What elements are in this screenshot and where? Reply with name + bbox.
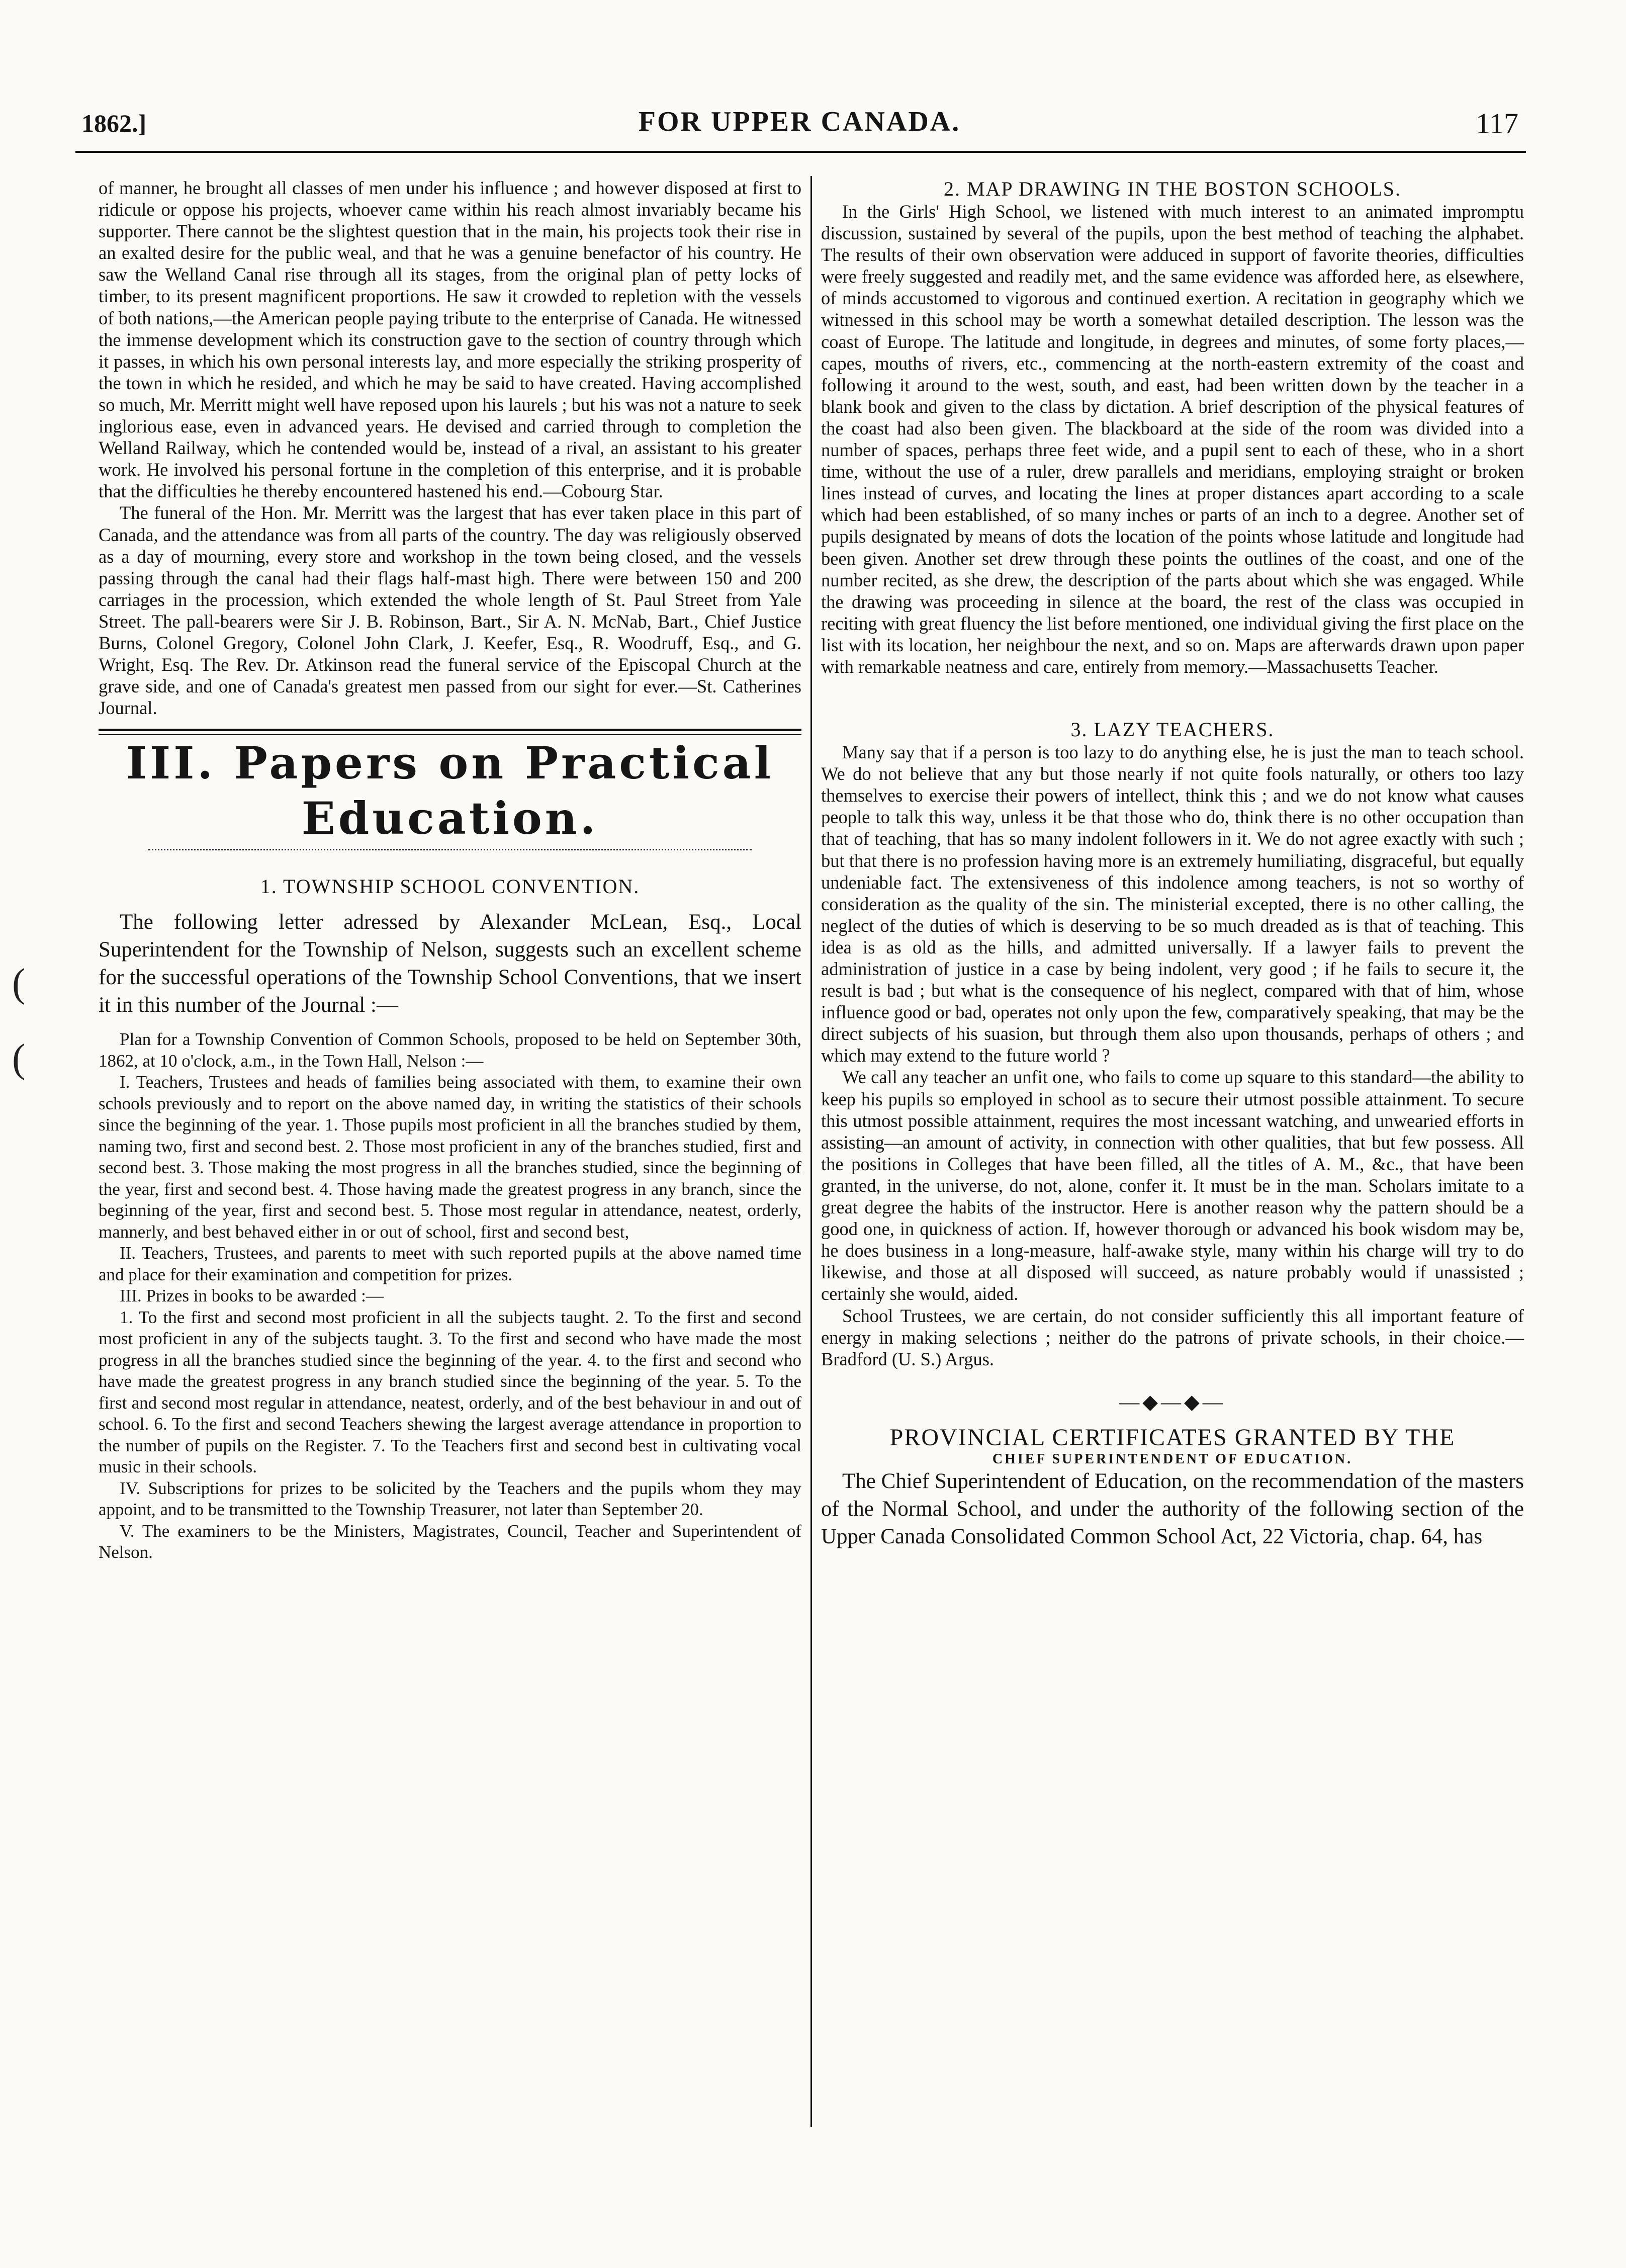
paragraph: III. Prizes in books to be awarded :— [120, 1286, 384, 1306]
article-title: 3. LAZY TEACHERS. [1070, 718, 1275, 741]
margin-bracket-mark: ( [12, 1036, 26, 1081]
left-column [99, 177, 801, 1563]
paragraph: School Trustees, we are certain, do not consider sufficiently this all important feature of energy in making selections ; neither do the patrons of private schools, in their choice.—Bradford (U. S.) Argus. [821, 1305, 1524, 1369]
article-title: 1. TOWNSHIP SCHOOL CONVENTION. [260, 875, 640, 898]
section-rule [99, 729, 801, 731]
running-header [75, 101, 1523, 156]
ornament-divider: —◆—◆— [1119, 1390, 1226, 1413]
header-rule [75, 151, 1526, 153]
paragraph: The Chief Superintendent of Education, on the recommendation of the masters of the Normal School, and under the authority of the following section of the Upper Canada Consolidated Common School Act, 22 Victoria, chap. 64, has [821, 1469, 1524, 1548]
header-year: 1862.] [81, 109, 147, 137]
article-intro: The following letter adressed by Alexander McLean, Esq., Local Superintendent for the Township of Nelson, suggests such an excellent scheme for the successful operations of the Township School Conventions, that we insert it in this number of the Journal :— [99, 910, 801, 1017]
paragraph: The funeral of the Hon. Mr. Merritt was the largest that has ever taken place in this part of Canada, and the attendance was from all parts of the country. The day was religiously observed as a day of mourning, every store and workshop in the town being closed, and the vessels passing through the canal had their flags half-mast high. There were between 150 and 200 carriages in the procession, which extended the whole length of St. Paul Street from Yale Street. The pall-bearers were Sir J. B. Robinson, Bart., Sir A. N. McNab, Bart., Chief Justice Burns, Colonel Gregory, Colonel John Clark, J. Keefer, Esq., R. Woodruff, Esq., and G. Wright, Esq. The Rev. Dr. Atkinson read the funeral service of the Episcopal Church at the grave side, and one of Canada's greatest men passed from our sight for ever.—St. Catherines Journal. [99, 502, 801, 719]
paragraph: II. Teachers, Trustees, and parents to meet with such reported pupils at the above named time and place for their examination and competition for prizes. [99, 1243, 801, 1284]
right-column [821, 177, 1524, 1550]
page-number: 117 [1476, 107, 1518, 140]
paragraph: We call any teacher an unfit one, who fails to come up square to this standard—the ability to keep his pupils so employed in school as to secure their utmost possible attainment. To secure this utmost possible attainment, requires the most incessant watching, and unwearied efforts in assisting—an amount of activity, in connection with other qualities, that but few possess. All the positions in Colleges that have been filled, all the titles of A. M., &c., that have been granted, in the universe, do not, alone, confer it. It must be in the man. Scholars imitate to a great degree the habits of the instructor. Here is another reason why the pattern should be a good one, in quickness of action. If, however thorough or advanced his book wisdom may be, he does business in a long-measure, half-awake style, many within his charge will try to do likewise, and those at all disposed will succeed, as nature probably would if unassisted ; certainly she would, aided. [821, 1067, 1524, 1304]
header-title: FOR UPPER CANADA. [638, 106, 961, 137]
paragraph: In the Girls' High School, we listened with much interest to an animated impromptu discussion, sustained by several of the pupils, upon the best method of teaching the alphabet. The results of their own observation were adduced in support of favorite theories, difficulties were freely suggested and readily met, and the same evidence was afforded here, as elsewhere, of minds accustomed to vigorous and continued exertion. A recitation in geography which we witnessed in this school may be worth a somewhat detailed description. The lesson was the coast of Europe. The latitude and longitude, in degrees and minutes, of some forty places,—capes, mouths of rivers, etc., commencing at the north-eastern extremity of the coast and following it around to the west, south, and east, had been written down by the teacher in a blank book and given to the class by dictation. A brief description of the physical features of the coast had also been given. The blackboard at the side of the room was divided into a number of spaces, perhaps three feet wide, and a pupil sent to each of these, who in a short time, without the use of a ruler, drew parallels and meridians, employing straight or broken lines instead of curves, and locating the lines at proper distances apart according to a scale which had been established, of so many inches or parts of an inch to a degree. Another set of pupils designated by means of dots the location of the points whose latitude and longitude had been given. Another set drew through these points the outlines of the coast, and one of the number recited, as she drew, the description of the parts about which she was engaged. While the drawing was proceeding in silence at the board, the rest of the class was occupied in reciting with great fluency the list before mentioned, one individual giving the first place on the list with its location, her neighbour the next, and so on. Maps are afterwards drawn upon paper with remarkable neatness and care, entirely from memory.—Massachusetts Teacher. [821, 201, 1524, 677]
article-title: PROVINCIAL CERTIFICATES GRANTED BY THE [889, 1424, 1456, 1451]
section-heading: III. Papers on Practical Education. [126, 737, 774, 845]
paragraph: of manner, he brought all classes of men under his influence ; and however disposed at first to ridicule or oppose his projects, whoever came within his reach almost invariably became his supporter. There cannot be the slightest question that in the main, his projects took their rise in an exalted desire for the public weal, and that he was a genuine benefactor of his country. He saw the Welland Canal rise through all its stages, from the original plan of petty locks of timber, to its present magnificent proportions. He saw it crowded to repletion with the vessels of both nations,—the American people paying tribute to the enterprise of Canada. He witnessed the immense development which its construction gave to the section of country through which it passes, in which his own personal interests lay, and more especially the striking prosperity of the town in which he resided, and which he may be said to have created. Having accomplished so much, Mr. Merritt might well have reposed upon his laurels ; but his was not a nature to seek inglorious ease, even in advanced years. He devised and carried through to completion the Welland Railway, which he contended would be, instead of a rival, an assistant to his greater work. He involved his personal fortune in the completion of this enterprise, and it is probable that the difficulties he thereby encountered hastened his end.—Cobourg Star. [99, 178, 801, 502]
paragraph: V. The examiners to be the Ministers, Magistrates, Council, Teacher and Superintendent of Nelson. [99, 1521, 801, 1562]
column-divider [810, 176, 812, 2127]
article-subtitle: CHIEF SUPERINTENDENT OF EDUCATION. [992, 1451, 1353, 1467]
decorative-rule [148, 849, 752, 854]
article-title: 2. MAP DRAWING IN THE BOSTON SCHOOLS. [943, 178, 1402, 200]
paragraph: Many say that if a person is too lazy to do anything else, he is just the man to teach school. We do not believe that any but those nearly if not quite fools naturally, or others too lazy themselves to exercise their powers of intellect, think this ; and we do not know what causes people to talk this way, unless it be that those who do, think there is no other occupation than that of teaching, that has so many indolent followers in it. We do not agree exactly with such ; but that there is no profession having more is an extremely humiliating, disgraceful, but equally undeniable fact. The extensiveness of this indolence among teachers, is not so worthy of consideration as the quality of the sin. The ministerial excepted, there is no other calling, the neglect of the duties of which is deserving to be so much dreaded as is that of teaching. This idea is as old as the hills, and admitted universally. If a lawyer fails to prevent the administration of justice in a case by being indolent, very good ; if he fails to secure it, the result is bad ; but what is the consequence of his neglect, compared with that of him, whose influence good or bad, operates not only upon the few, comparatively speaking, that may be the direct subjects of his suasion, but through them also upon thousands, perhaps of others ; and which may extend to the future world ? [821, 742, 1524, 1066]
paragraph: 1. To the first and second most proficient in all the subjects taught. 2. To the first and second most proficient in any of the subjects taught. 3. To the first and second who have made the most progress in all the branches studied since the beginning of the year. 4. to the first and second who have made the greatest progress in any branch studied since the beginning of the year. 5. To the first and second most regular in attendance, neatest, orderly, and of the best behaviour in and out of school. 6. To the first and second Teachers shewing the largest average attendance in proportion to the number of pupils on the Register. 7. To the Teachers first and second best in cultivating vocal music in their schools. [99, 1307, 801, 1477]
paragraph: Plan for a Township Convention of Common Schools, proposed to be held on September 30th, 1862, at 10 o'clock, a.m., in the Town Hall, Nelson :— [99, 1029, 801, 1071]
paragraph: IV. Subscriptions for prizes to be solicited by the Teachers and the pupils whom they may appoint, and to be transmitted to the Township Treasurer, not later than September 20. [99, 1478, 801, 1520]
paragraph: I. Teachers, Trustees and heads of families being associated with them, to examine their own schools previously and to report on the above named day, in writing the statistics of their schools since the beginning of the year. 1. Those pupils most proficient in all the branches studied by them, naming two, first and second best. 2. Those most proficient in any of the branches studied, first and second best. 3. Those making the most progress in all the branches studied, since the beginning of the year, first and second best. 4. Those having made the greatest progress in any branch, since the beginning of the year, first and second best. 5. Those most regular in attendance, neatest, orderly, mannerly, and best behaved either in or out of school, first and second best, [99, 1072, 801, 1242]
margin-bracket-mark: ( [12, 961, 26, 1005]
